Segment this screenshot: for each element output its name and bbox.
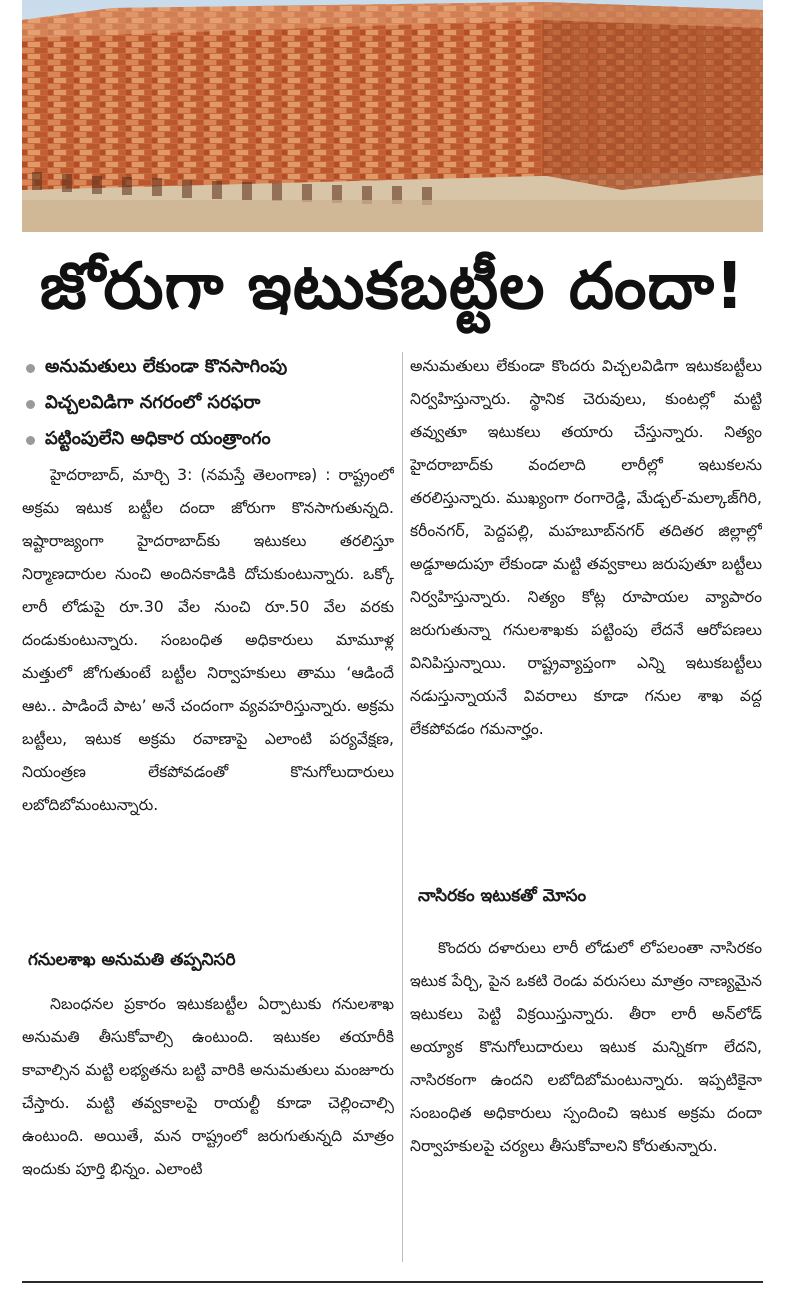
- highlight-item: [26, 386, 396, 422]
- highlights-list: [26, 350, 396, 458]
- article-body-left: [22, 988, 394, 1258]
- body-paragraph: నిబంధనల ప్రకారం ఇటుకబట్టీల ఏర్పాటుకు గనులశాఖ అనుమతి తీసుకోవాల్సి ఉంటుంది. ఇటుకల తయారీకి కావాల్సిన మట్టి లభ్యతను బట్టి వారికి అనుమతులు మంజూరు చేస్తారు. మట్టి తవ్వకాలపై రాయల్టీ కూడా చెల్లించాల్సి ఉంటుంది. అయితే, మన రాష్ట్రంలో జరుగుతున్నది మాత్రం ఇందుకు పూర్తి భిన్నం. ఎలాంటి: [22, 995, 394, 1178]
- brick-kiln-photo: [22, 0, 763, 232]
- highlight-text: విచ్చలవిడిగా నగరంలో సరఫరా: [45, 391, 261, 413]
- headline: జోరుగా ఇటుకబట్టీల దందా!: [39, 249, 746, 324]
- body-paragraph: అనుమతులు లేకుండా కొందరు విచ్చలవిడిగా ఇటుకబట్టీలు నిర్వహిస్తున్నారు. స్థానిక చెరువులు, కుంటల్లో మట్టి తవ్వుతూ ఇటుకలు తయారు చేస్తున్నారు. నిత్యం హైదరాబాద్‌కు వందలాది లారీల్లో ఇటుకలను తరలిస్తున్నారు. ముఖ్యంగా రంగారెడ్డి, మేడ్చల్-మల్కాజ్‌గిరి, కరీంనగర్, పెద్దపల్లి, మహబూబ్‌నగర్ తదితర జిల్లాల్లో అడ్డూఅదుపూ లేకుండా మట్టి తవ్వకాలు జరుపుతూ బట్టీలు నిర్వహిస్తున్నారు. నిత్యం కోట్ల రూపాయల వ్యాపారం జరుగుతున్నా గనులశాఖకు పట్టింపు లేదనే ఆరోపణలు వినిపిస్తున్నాయి. రాష్ట్రవ్యాప్తంగా ఎన్ని ఇటుకబట్టీలు నడుస్తున్నాయనే వివరాలు కూడా గనుల శాఖ వద్ద లేకపోవడం గమనార్హం.: [410, 357, 762, 738]
- highlight-text: అనుమతులు లేకుండా కొనసాగింపు: [45, 355, 288, 377]
- lead-paragraph: హైదరాబాద్, మార్చి 3: (నమస్తే తెలంగాణ) : రాష్ట్రంలో అక్రమ ఇటుక బట్టీల దందా జోరుగా కొనసాగుతున్నది. ఇష్టారాజ్యంగా హైదరాబాద్‌కు ఇటుకలు తరలిస్తూ నిర్మాణదారుల నుంచి అందినకాడికి దోచుకుంటున్నారు. ఒక్కో లారీ లోడుపై రూ.30 వేల నుంచి రూ.50 వేల వరకు దండుకుంటున్నారు. సంబంధిత అధికారులు మామూళ్ల మత్తులో జోగుతుంటే బట్టీల నిర్వాహకులు తాము ‘ఆడిందే ఆట.. పాడిందే పాట’ అనే చందంగా వ్యవహరిస్తున్నారు. అక్రమ బట్టీలు, ఇటుక అక్రమ రవాణాపై ఎలాంటి పర్యవేక్షణ, నియంత్రణ లేకపోవడంతో కొనుగోలుదారులు లబోదిబోమంటున్నారు.: [22, 466, 394, 814]
- bullet-dot-icon: [26, 400, 35, 409]
- bullet-dot-icon: [26, 436, 35, 445]
- highlight-text: పట్టింపులేని అధికార యంత్రాంగం: [45, 427, 271, 449]
- article-body-right-2: [410, 932, 762, 1262]
- article-body-right: [410, 350, 762, 865]
- subheading-substandard-bricks: నాసిరకం ఇటుకతో మోసం: [418, 886, 587, 906]
- bottom-rule: [22, 1281, 763, 1283]
- highlight-item: [26, 422, 396, 458]
- bullet-dot-icon: [26, 364, 35, 373]
- body-paragraph: కొందరు దళారులు లారీ లోడులో లోపలంతా నాసిరకం ఇటుక పేర్చి, పైన ఒకటి రెండు వరుసలు మాత్రం నాణ్యమైన ఇటుకలు పెట్టి విక్రయిస్తున్నారు. తీరా లారీ అన్‌లోడ్ అయ్యాక కొనుగోలుదారులు ఇటుక మన్నికగా లేదని, నాసిరకంగా ఉందని లబోదిబోమంటున్నారు. ఇప్పటికైనా సంబంధిత అధికారులు స్పందించి ఇటుక అక్రమ దందా నిర్వాహకులపై చర్యలు తీసుకోవాలని కోరుతున్నారు.: [410, 939, 762, 1155]
- article-lead: [22, 459, 394, 931]
- column-divider: [402, 352, 403, 1262]
- highlight-item: [26, 350, 396, 386]
- brick-stack-illustration: [22, 0, 763, 232]
- subheading-mines-permission: గనులశాఖ అనుమతి తప్పనిసరి: [28, 950, 236, 970]
